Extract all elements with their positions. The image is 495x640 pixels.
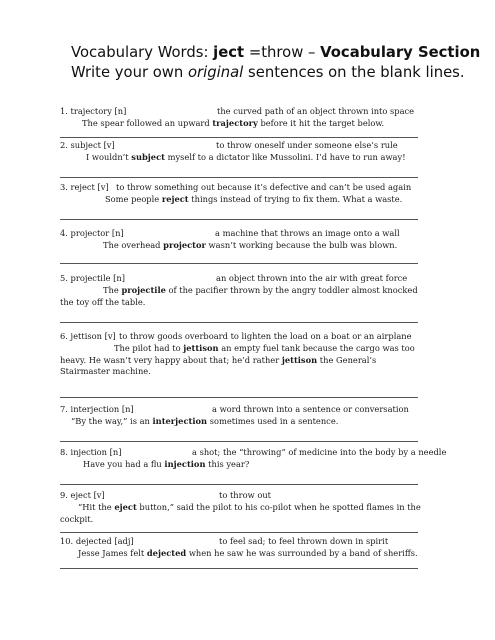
page-title [71,43,480,83]
example-sentence: The projectile of the pacifier thrown by the angry toddler almost knocked the toy off the table. [60,285,418,307]
vocab-definition: to throw goods overboard to lighten the load on a boat or an airplane [119,331,412,341]
vocab-entry-6 [60,331,422,378]
vocab-term: 9. eject [v] [60,490,105,500]
vocab-definition: a word thrown into a sentence or conversation [212,404,409,414]
vocab-definition: a shot; the “throwing” of medicine into the body by a needle [192,447,447,457]
vocab-entry-3 [60,182,422,206]
example-sentence: “By the way,” is an interjection sometimes used in a sentence. [71,416,339,426]
vocab-term: 1. trajectory [n] [60,106,127,116]
vocab-term: 10. dejected [adj] [60,536,134,546]
vocab-definition: to throw oneself under someone else’s rule [216,140,398,150]
vocab-term: 8. injection [n] [60,447,122,457]
answer-line-10[interactable] [60,568,418,569]
answer-line-8[interactable] [60,484,418,485]
answer-line-3[interactable] [60,219,418,220]
vocab-definition: to throw out [219,490,272,500]
example-sentence: Some people reject things instead of trying to fix them. What a waste. [105,194,403,204]
vocab-entry-8 [60,447,447,471]
vocab-definition: a machine that throws an image onto a wall [215,228,400,238]
vocab-term: 5. projectile [n] [60,273,125,283]
vocab-entry-5 [60,273,422,308]
vocab-term: 3. reject [v] [60,182,109,192]
vocab-entry-4 [60,228,422,252]
vocab-definition: to throw something out because it’s defective and can’t be used again [116,182,412,192]
example-sentence: The spear followed an upward trajectory before it hit the target below. [82,118,385,128]
vocab-entry-2 [60,140,422,164]
answer-line-6[interactable] [60,397,418,398]
answer-line-1[interactable] [60,137,418,138]
vocab-definition: the curved path of an object thrown into space [217,106,415,116]
vocab-term: 2. subject [v] [60,140,115,150]
title-line-2: Write your own original sentences on the blank lines. [71,64,465,81]
vocab-entry-1 [60,106,422,130]
title-line-1: Vocabulary Words: ject =throw – Vocabulary Section [71,44,481,61]
vocab-entry-9 [60,490,422,525]
example-sentence: Jesse James felt dejected when he saw he was surrounded by a band of sheriffs. [78,548,418,558]
vocab-definition: to feel sad; to feel thrown down in spirit [219,536,389,546]
answer-line-5[interactable] [60,322,418,323]
vocab-definition: an object thrown into the air with great force [216,273,408,283]
example-sentence: “Hit the eject button,” said the pilot to his co-pilot when he spotted flames in the cockpit. [60,502,421,524]
vocab-entry-7 [60,404,422,428]
example-sentence: The overhead projector wasn’t working because the bulb was blown. [103,240,398,250]
answer-line-4[interactable] [60,263,418,264]
vocab-term: 6. jettison [v] [60,331,116,341]
answer-line-7[interactable] [60,441,418,442]
example-sentence: The pilot had to jettison an empty fuel tank because the cargo was too heavy. He wasn’t very happy about that; he’d rather jettison the General’s Stairmaster machine. [60,343,415,377]
answer-line-2[interactable] [60,177,418,178]
answer-line-9[interactable] [60,532,418,533]
example-sentence: Have you had a flu injection this year? [83,459,250,469]
vocab-entry-10 [60,536,422,560]
example-sentence: I wouldn’t subject myself to a dictator like Mussolini. I’d have to run away! [86,152,406,162]
vocab-term: 4. projector [n] [60,228,124,238]
vocab-term: 7. interjection [n] [60,404,134,414]
